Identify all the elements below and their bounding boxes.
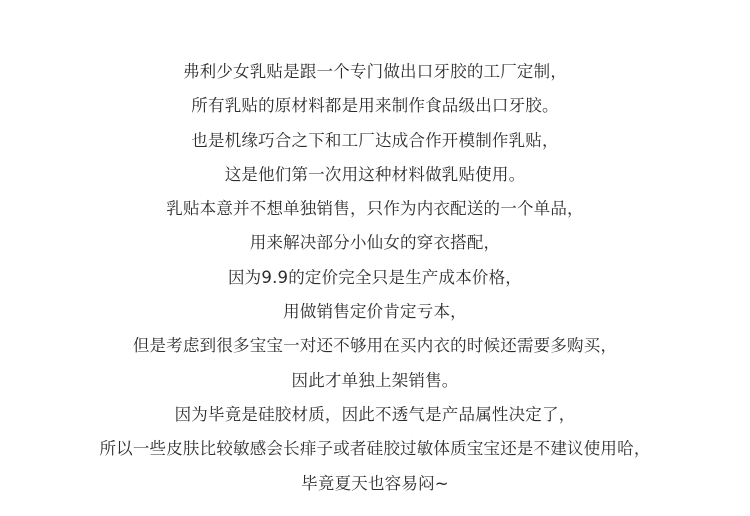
description-line: 用来解决部分小仙女的穿衣搭配，	[249, 233, 501, 253]
description-line: 乳贴本意并不想单独销售，只作为内衣配送的一个单品，	[166, 199, 584, 219]
description-line: 弗利少女乳贴是跟一个专门做出口牙胶的工厂定制，	[182, 62, 568, 81]
description-line: 因为9.9的定价完全只是生产成本价格，	[227, 267, 523, 287]
description-line: 所有乳贴的原材料都是用来制作食品级出口牙胶。	[191, 96, 559, 116]
product-description	[0, 55, 750, 501]
description-line: 用做销售定价肯定亏本，	[283, 302, 467, 322]
description-line: 也是机缘巧合之下和工厂达成合作开模制作乳贴，	[191, 130, 559, 150]
description-line: 这是他们第一次用这种材料做乳贴使用。	[224, 164, 526, 184]
description-line: 但是考虑到很多宝宝一对还不够用在买内衣的时候还需要多购买，	[132, 336, 618, 356]
description-line: 所以一些皮肤比较敏感会长痱子或者硅胶过敏体质宝宝还是不建议使用哈，	[99, 439, 651, 459]
description-line: 因此才单独上架销售。	[291, 370, 459, 390]
description-line: 毕竟夏天也容易闷~	[301, 473, 449, 493]
description-line: 因为毕竟是硅胶材质，因此不透气是产品属性决定了，	[174, 404, 576, 424]
